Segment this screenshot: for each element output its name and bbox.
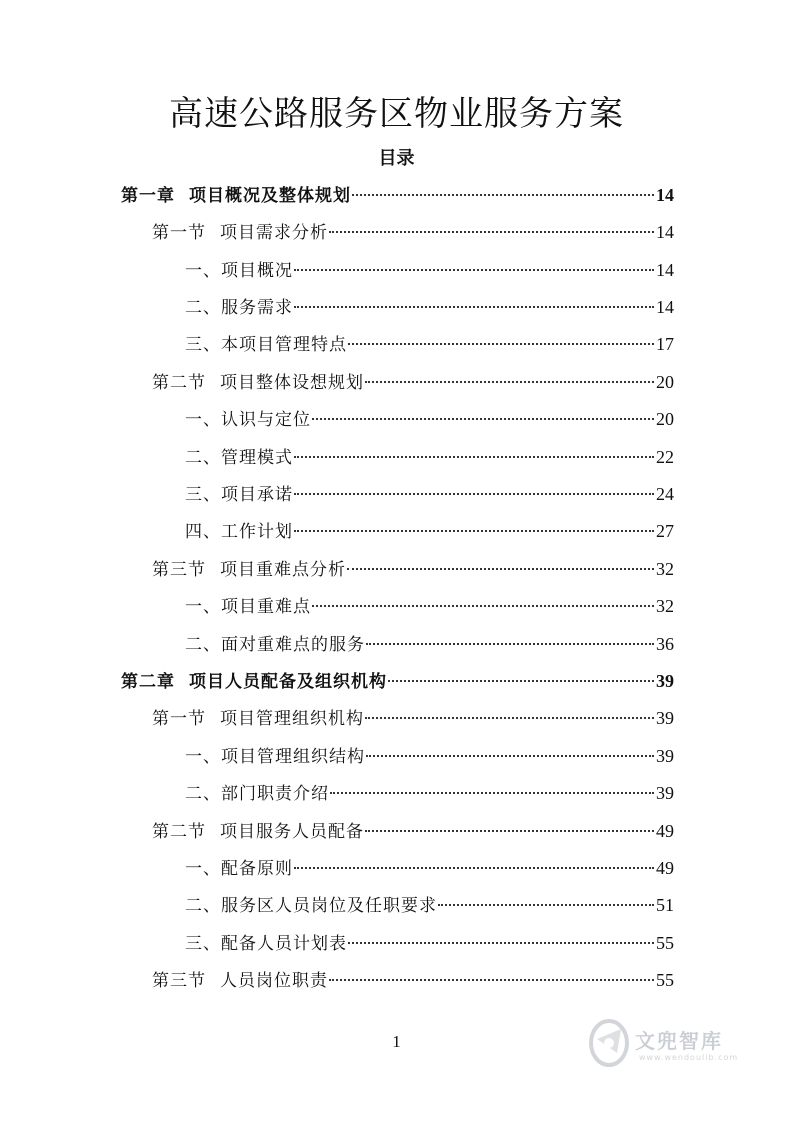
toc-entry-item[interactable]	[185, 518, 674, 544]
toc-page-number: 14	[656, 260, 674, 280]
dot-leader	[294, 456, 654, 458]
toc-page-number: 20	[656, 372, 674, 392]
toc-entry-title: 二、服务区人员岗位及任职要求	[185, 896, 437, 916]
toc-entry-item[interactable]	[185, 855, 674, 881]
toc-page-number: 20	[656, 409, 674, 429]
toc-page-number: 39	[656, 746, 674, 766]
toc-entry-title: 二、服务需求	[185, 298, 293, 318]
toc-entry-item[interactable]	[185, 331, 674, 357]
toc-entry-label	[152, 370, 364, 396]
toc-entry-section[interactable]	[152, 818, 674, 844]
toc-entry-title: 三、配备人员计划表	[185, 934, 347, 954]
dot-leader	[388, 680, 654, 682]
toc-page-number: 39	[656, 708, 674, 728]
toc-entry-title: 项目重难点分析	[220, 560, 346, 580]
toc-entry-section[interactable]	[152, 369, 674, 395]
toc-page-number: 22	[656, 447, 674, 467]
document-title: 高速公路服务区物业服务方案	[169, 94, 624, 134]
dot-leader	[348, 343, 654, 345]
toc-entry-item[interactable]	[185, 257, 674, 283]
dot-leader	[347, 568, 654, 570]
toc-page-number: 24	[656, 484, 674, 504]
wendou-logo-icon	[587, 1015, 633, 1071]
toc-section-number: 第一节	[152, 223, 206, 243]
toc-entry-item[interactable]	[185, 593, 674, 619]
toc-entry-section[interactable]	[152, 219, 674, 245]
watermark-brand: 文兜智库	[635, 1029, 723, 1053]
dot-leader	[329, 979, 654, 981]
toc-entry-item[interactable]	[185, 930, 674, 956]
toc-entry-label	[152, 968, 328, 994]
dot-leader	[312, 418, 654, 420]
toc-chapter-number: 第一章	[121, 186, 175, 206]
toc-entry-title: 人员岗位职责	[220, 971, 328, 991]
toc-entry-item[interactable]	[185, 444, 674, 470]
toc-entry-item[interactable]	[185, 743, 674, 769]
dot-leader	[329, 231, 654, 233]
toc-entry-title: 一、项目管理组织结构	[185, 747, 365, 767]
toc-page-number: 17	[656, 334, 674, 354]
dot-leader	[366, 643, 654, 645]
dot-leader	[348, 942, 654, 944]
toc-section-number: 第二节	[152, 373, 206, 393]
toc-entry-item[interactable]	[185, 294, 674, 320]
toc-entry-title: 项目概况及整体规划	[189, 186, 351, 206]
toc-entry-title: 项目人员配备及组织机构	[189, 672, 387, 692]
dot-leader	[294, 867, 654, 869]
toc-entry-title: 二、管理模式	[185, 448, 293, 468]
dot-leader	[352, 194, 654, 196]
toc-entry-title: 项目管理组织机构	[220, 709, 364, 729]
toc-page-number: 55	[656, 933, 674, 953]
toc-entry-section[interactable]	[152, 556, 674, 582]
dot-leader	[365, 830, 654, 832]
toc-page-number: 27	[656, 521, 674, 541]
toc-entry-item[interactable]	[185, 406, 674, 432]
watermark-url: www.wendoulib.com	[639, 1053, 739, 1062]
toc-entry-chapter[interactable]	[121, 182, 674, 208]
toc-entry-item[interactable]	[185, 481, 674, 507]
toc-page-number: 51	[656, 895, 674, 915]
toc-page-number: 32	[656, 596, 674, 616]
dot-leader	[294, 269, 654, 271]
toc-entry-title: 项目需求分析	[220, 223, 328, 243]
dot-leader	[330, 792, 654, 794]
toc-entry-label	[121, 669, 387, 695]
dot-leader	[366, 755, 654, 757]
toc-entry-label	[121, 183, 351, 209]
dot-leader	[294, 493, 654, 495]
toc-section-number: 第二节	[152, 822, 206, 842]
toc-entry-title: 三、本项目管理特点	[185, 335, 347, 355]
toc-page-number: 14	[656, 222, 674, 242]
watermark	[587, 1015, 767, 1075]
dot-leader	[365, 381, 654, 383]
toc-entry-title: 一、项目重难点	[185, 597, 311, 617]
toc-entry-title: 一、配备原则	[185, 859, 293, 879]
toc-entry-item[interactable]	[185, 780, 674, 806]
toc-entry-section[interactable]	[152, 705, 674, 731]
toc-page-number: 36	[656, 634, 674, 654]
toc-entry-title: 三、项目承诺	[185, 485, 293, 505]
dot-leader	[312, 605, 654, 607]
toc-page-number: 39	[656, 671, 674, 691]
toc-page-number: 14	[656, 297, 674, 317]
toc-entry-section[interactable]	[152, 967, 674, 993]
page-number: 1	[392, 1032, 401, 1051]
dot-leader	[438, 904, 654, 906]
toc-section-number: 第三节	[152, 560, 206, 580]
toc-page-number: 55	[656, 970, 674, 990]
toc-entry-label	[152, 220, 328, 246]
toc-page-number: 49	[656, 858, 674, 878]
toc-page-number: 49	[656, 821, 674, 841]
toc-entry-item[interactable]	[185, 892, 674, 918]
dot-leader	[294, 306, 654, 308]
toc-page-number: 14	[656, 185, 674, 205]
toc-entry-label	[152, 819, 364, 845]
toc-entry-chapter[interactable]	[121, 668, 674, 694]
toc-entry-title: 项目整体设想规划	[220, 373, 364, 393]
toc-entry-title: 一、认识与定位	[185, 410, 311, 430]
toc-section-number: 第一节	[152, 709, 206, 729]
toc-entry-title: 一、项目概况	[185, 261, 293, 281]
toc-page-number: 32	[656, 559, 674, 579]
dot-leader	[294, 530, 654, 532]
dot-leader	[365, 717, 654, 719]
toc-section-number: 第三节	[152, 971, 206, 991]
toc-entry-title: 项目服务人员配备	[220, 822, 364, 842]
toc-entry-item[interactable]	[185, 631, 674, 657]
toc-entry-label	[152, 557, 346, 583]
toc-entry-label	[152, 706, 364, 732]
toc-entry-title: 二、部门职责介绍	[185, 784, 329, 804]
toc-entry-title: 二、面对重难点的服务	[185, 635, 365, 655]
toc-page-number: 39	[656, 783, 674, 803]
toc-entry-title: 四、工作计划	[185, 522, 293, 542]
toc-heading: 目录	[378, 148, 415, 169]
toc-chapter-number: 第二章	[121, 672, 175, 692]
